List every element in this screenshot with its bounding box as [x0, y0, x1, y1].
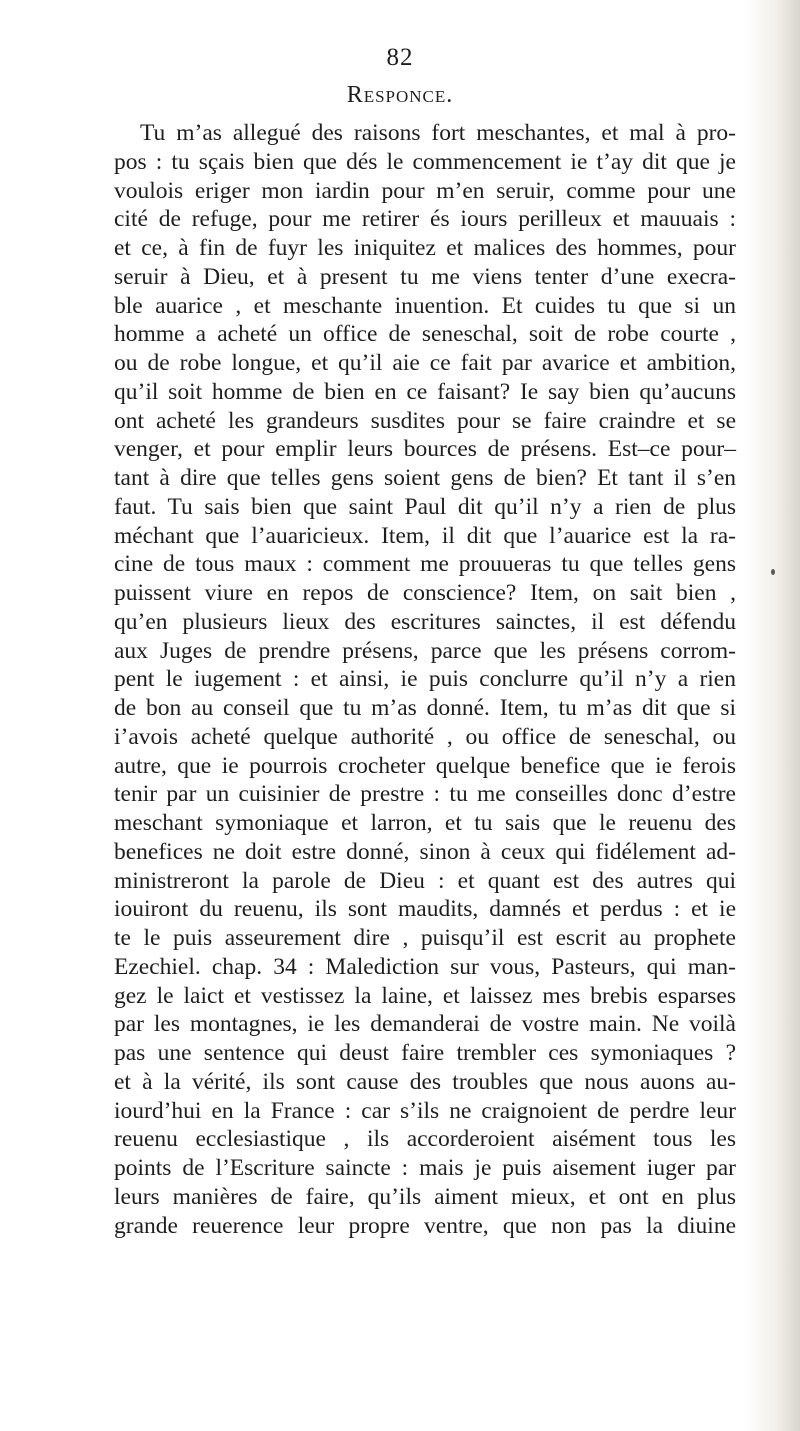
- ink-speck: [771, 569, 775, 575]
- text-line: pent le iugement : et ainsi, ie puis conclurre qu’il n’y a rien: [114, 666, 736, 693]
- text-line: leurs manières de faire, qu’ils aiment mieux, et ont en plus: [114, 1183, 736, 1210]
- text-line: pas une sentence qui deust faire trembler ces symoniaques ?: [114, 1040, 736, 1066]
- text-line: par les montagnes, ie les demanderai de vostre main. Ne voilà: [114, 1011, 736, 1038]
- text-line: points de l’Escriture saincte : mais je puis aisement iuger par: [114, 1155, 736, 1181]
- text-line: Ezechiel. chap. 34 : Malediction sur vous, Pasteurs, qui man-: [114, 953, 736, 980]
- body-text: [114, 119, 736, 1240]
- text-line: benefices ne doit estre donné, sinon à ceux qui fidélement ad-: [114, 838, 736, 865]
- text-line: tenir par un cuisinier de prestre : tu me conseilles donc d’estre: [114, 781, 736, 808]
- text-line: qu’en plusieurs lieux des escritures sainctes, il est défendu: [114, 608, 736, 635]
- text-line: de bon au conseil que tu m’as donné. Item, tu m’as dit que si: [114, 695, 736, 721]
- text-line: venger, et pour emplir leurs bources de présens. Est–ce pour–: [114, 436, 736, 463]
- text-line: autre, que ie pourrois crocheter quelque benefice que ie ferois: [114, 752, 736, 779]
- text-line: ministreront la parole de Dieu : et quant est des autres qui: [114, 867, 736, 894]
- text-line: pos : tu sçais bien que dés le commencement ie t’ay dit que je: [114, 148, 736, 175]
- text-line: ont acheté les grandeurs susdites pour se faire craindre et se: [114, 407, 736, 434]
- text-line: cine de tous maux : comment me prouueras tu que telles gens: [114, 551, 736, 578]
- text-line: qu’il soit homme de bien en ce faisant? Ie say bien qu’aucuns: [114, 378, 736, 405]
- text-line: cité de refuge, pour me retirer és iours perilleux et mauuais :: [114, 206, 736, 233]
- text-line: Tu m’as allegué des raisons fort meschantes, et mal à pro-: [140, 120, 736, 146]
- text-line: reuenu ecclesiastique , ils accorderoient aisément tous les: [114, 1126, 736, 1153]
- text-line: homme a acheté un office de seneschal, soit de robe courte ,: [114, 321, 736, 348]
- page-number: 82: [386, 44, 414, 71]
- text-line: tant à dire que telles gens soient gens de bien? Et tant il s’en: [114, 465, 736, 491]
- text-line: iourd’hui en la France : car s’ils ne craignoient de perdre leur: [114, 1097, 736, 1124]
- text-line: te le puis asseurement dire , puisqu’il est escrit au prophete: [114, 925, 736, 951]
- text-line: seruir à Dieu, et à present tu me viens tenter d’une execra-: [114, 263, 736, 290]
- text-line: iouiront du reuenu, ils sont maudits, damnés et perdus : et ie: [114, 896, 736, 923]
- text-line: et à la vérité, ils sont cause des troubles que nous auons au-: [114, 1068, 736, 1095]
- text-line: méchant que l’auaricieux. Item, il dit que l’auarice est la ra-: [114, 522, 736, 549]
- section-heading: Responce.: [346, 82, 454, 108]
- text-line: ou de robe longue, et qu’il aie ce fait par avarice et ambition,: [114, 350, 736, 376]
- text-line: meschant symoniaque et larron, et tu sais que le reuenu des: [114, 810, 736, 836]
- text-line: i’avois acheté quelque authorité , ou office de seneschal, ou: [114, 723, 736, 750]
- text-line: aux Juges de prendre présens, parce que les présens corrom-: [114, 637, 736, 664]
- text-line: voulois eriger mon iardin pour m’en seruir, comme pour une: [114, 177, 736, 204]
- text-line: puissent viure en repos de conscience? Item, on sait bien ,: [114, 580, 736, 606]
- text-line: gez le laict et vestissez la laine, et laissez mes brebis esparses: [114, 982, 736, 1009]
- text-line: ble auarice , et meschante inuention. Et cuides tu que si un: [114, 292, 736, 319]
- text-line: et ce, à fin de fuyr les iniquitez et malices des hommes, pour: [114, 235, 736, 261]
- text-line: faut. Tu sais bien que saint Paul dit qu’il n’y a rien de plus: [114, 493, 736, 520]
- text-line: grande reuerence leur propre ventre, que non pas la diuine: [114, 1212, 736, 1239]
